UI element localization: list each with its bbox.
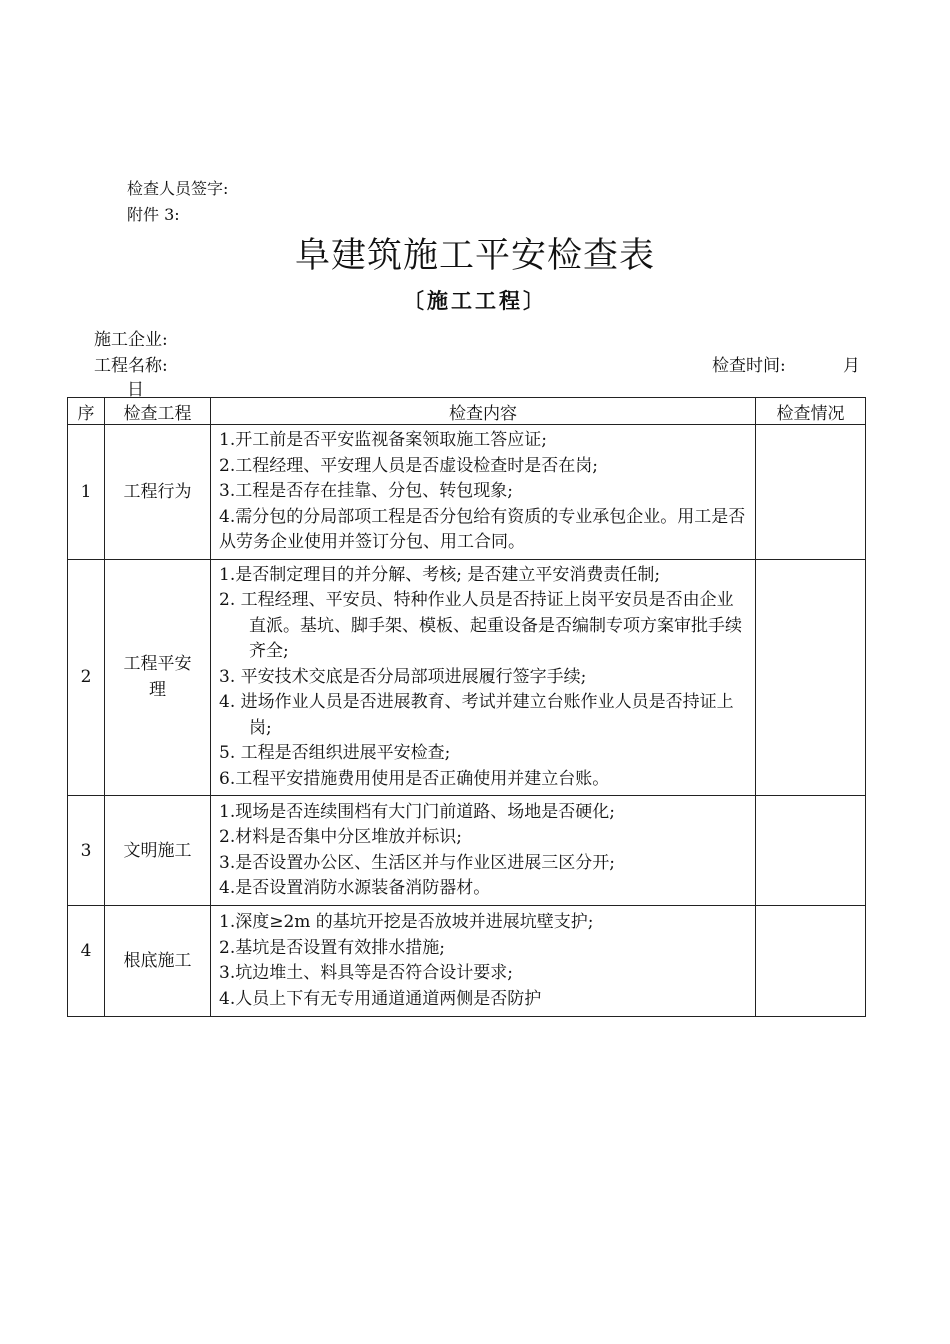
table-row [68, 906, 866, 1017]
project-name-label: 工程名称: [94, 356, 168, 376]
attachment-label: 附件 3: [127, 205, 180, 224]
content-line: 1.现场是否连续围档有大门门前道路、场地是否硬化; [219, 801, 615, 822]
content-line: 3. 平安技术交底是否分局部项进展履行签字手续; [219, 666, 587, 687]
header-status: 检查情况 [756, 398, 866, 425]
content-line: 6.工程平安措施费用使用是否正确使用并建立台账。 [219, 768, 610, 789]
row-item: 根底施工 [105, 906, 211, 1017]
content-line: 2.基坑是否设置有效排水措施; [219, 937, 445, 958]
content-line: 2. 工程经理、平安员、特种作业人员是否持证上岗平安员是否由企业直派。基坑、脚手架、模板、起重设备是否编制专项方案审批手续齐全; [219, 590, 742, 661]
row-number: 1 [68, 425, 105, 560]
table-row [68, 425, 866, 560]
header-item: 检查工程 [105, 398, 211, 425]
table-header-row [68, 398, 866, 425]
row-item: 工程行为 [105, 425, 211, 560]
content-line: 3.坑边堆土、料具等是否符合设计要求; [219, 963, 513, 983]
row-number: 2 [68, 559, 105, 796]
content-line: 1.是否制定理目的并分解、考核; 是否建立平安消费责任制; [219, 564, 661, 585]
row-content [211, 425, 756, 560]
page-subtitle: 〔施工工程〕 [403, 288, 547, 313]
row-content [211, 796, 756, 906]
row-content [211, 906, 756, 1017]
row-number: 4 [68, 906, 105, 1017]
row-status [756, 906, 866, 1017]
content-line: 4.是否设置消防水源装备消防器材。 [219, 878, 491, 898]
content-line: 4. 进场作业人员是否进展教育、考试并建立台账作业人员是否持证上岗; [219, 692, 734, 738]
row-content [211, 559, 756, 796]
month-label: 月 [843, 356, 860, 376]
content-line: 5. 工程是否组织进展平安检查; [219, 743, 451, 763]
row-item: 文明施工 [105, 796, 211, 906]
inspection-table [67, 397, 866, 1017]
table-row [68, 796, 866, 906]
content-line: 2.工程经理、平安理人员是否虚设检查时是否在岗; [219, 455, 598, 476]
day-label: 日 [127, 380, 144, 400]
content-line: 4.人员上下有无专用通道通道两侧是否防护 [219, 988, 542, 1009]
content-line: 1.开工前是否平安监视备案领取施工答应证; [219, 430, 547, 450]
content-line: 4.需分包的分局部项工程是否分包给有资质的专业承包企业。用工是否从劳务企业使用并签订分包、用工合同。 [219, 506, 746, 552]
table-row [68, 559, 866, 796]
content-line: 3.工程是否存在挂靠、分包、转包现象; [219, 481, 513, 501]
row-status [756, 796, 866, 906]
row-number: 3 [68, 796, 105, 906]
row-status [756, 425, 866, 560]
row-item: 工程平安理 [105, 559, 211, 796]
header-content: 检查内容 [211, 398, 756, 425]
content-line: 2.材料是否集中分区堆放并标识; [219, 827, 462, 847]
row-status [756, 559, 866, 796]
content-line: 1.深度≥2m 的基坑开挖是否放坡并进展坑壁支护; [219, 912, 594, 932]
company-label: 施工企业: [94, 330, 168, 350]
inspection-time-label: 检查时间: [712, 356, 786, 376]
page-title: 阜建筑施工平安检查表 [294, 236, 655, 276]
content-line: 3.是否设置办公区、生活区并与作业区进展三区分开; [219, 852, 615, 873]
inspector-signature-label: 检查人员签字: [127, 179, 229, 198]
header-no: 序 [68, 398, 105, 425]
